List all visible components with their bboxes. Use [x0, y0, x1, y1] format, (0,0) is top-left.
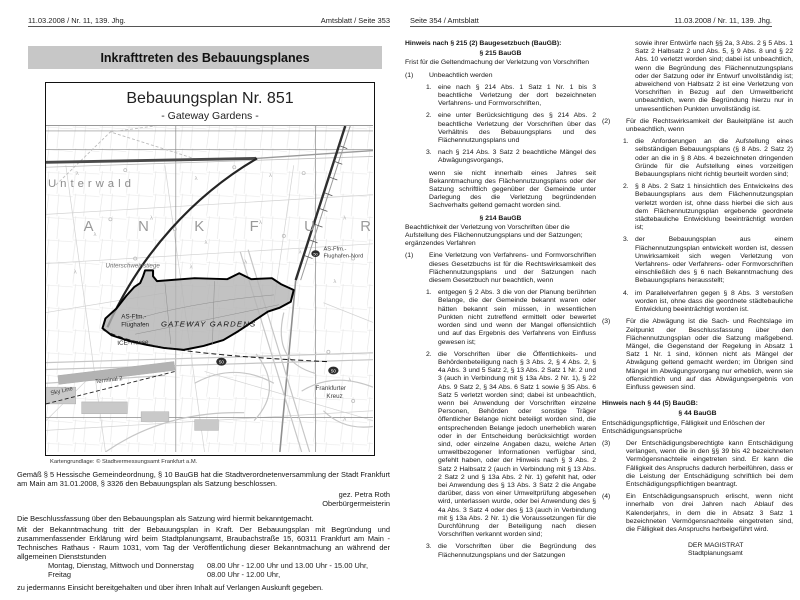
plan-subtitle: - Gateway Gardens -: [161, 110, 259, 122]
signature-name: gez. Petra Roth: [338, 490, 390, 499]
block-text: der Bebauungsplan aus einem Flächennutzungsplan entwickelt worden ist, dessen Unwirksamkeit sich wegen Verletzung von Verfahrens- oder Verfahrens- oder Formvorschriften einschließlich des § 6 nach Bekanntmachung des Bebauungsplans herausstellt;: [635, 236, 793, 285]
block-text: im Parallelverfahren gegen § 8 Abs. 3 verstoßen worden ist, ohne dass die geordnete städtebauliche Entwicklung beeinträchtigt worden ist.: [635, 289, 793, 314]
label-gateway-gardens: GATEWAY GARDENS: [160, 319, 257, 329]
office-hours-days: Montag, Dienstag, Mittwoch und Donnerstag: [48, 561, 194, 570]
paragraph-inspection: Mit der Bekanntmachung tritt der Bebauungsplan in Kraft. Der Bebauungsplan mit Begründung und zusammenfassender Erklärung wird beim Stadtplanungsamt, Braubachstraße 15, 60311 Frankfurt am Main - Technisches Rathaus - Raum 1031, vom Tag der Veröffentlichung dieser Bekanntmachung an während der allgemeinen Dienststunden: [17, 525, 390, 561]
list-marker: (4): [602, 493, 611, 501]
block-text: Frist für die Geltendmachung der Verletzung von Vorschriften: [405, 59, 589, 67]
svg-text:λ: λ: [333, 279, 337, 286]
paragraph-resolution: Gemäß § 5 Hessische Gemeindeordnung, § 10 BauGB hat die Stadtverordnetenversammlung der Stadt Frankfurt am Main am 31.01.2008, § 3326 den Bebauungsplan als Satzung beschlossen.: [17, 470, 390, 488]
list-marker: (3): [602, 318, 611, 326]
svg-text:λ: λ: [194, 176, 198, 182]
list-marker: 3.: [623, 236, 629, 244]
label-unterwald: Unterwald: [47, 177, 135, 190]
list-marker: 2.: [426, 112, 432, 120]
block-text: eine unter Berücksichtigung des § 214 Abs. 2 beachtliche Verletzung der Vorschriften über das Verhältnis des Bebauungsplans und des Flächennutzungsplans und: [438, 112, 596, 145]
label-ice-trasse: ICE-Trasse: [117, 338, 149, 347]
plan-title: Bebauungsplan Nr. 851: [126, 90, 294, 107]
list-marker: 2.: [623, 183, 629, 191]
text-block: [602, 420, 793, 436]
text-block: [602, 138, 793, 179]
office-hours-table: [17, 561, 390, 579]
svg-text:λ: λ: [343, 215, 347, 222]
text-block: [602, 542, 793, 550]
text-block: [602, 118, 793, 134]
text-block: [405, 84, 596, 109]
article-title-text: Inkrafttreten des Bebauungsplanes: [100, 50, 310, 65]
text-block: [405, 50, 596, 58]
text-block: [602, 318, 793, 392]
block-text: § 8 Abs. 2 Satz 1 hinsichtlich des Entwickelns des Bebauungsplans aus dem Flächennutzungsplan verletzt worden ist, ohne dass hierbei die sich aus dem Flächennutzungsplan ergebende geordnete städtebauliche Entwicklung beeinträchtigt worden ist;: [635, 183, 793, 232]
label-city-letters: A N K F U R: [83, 219, 372, 236]
list-marker: 1.: [623, 138, 629, 146]
text-block: [602, 493, 793, 534]
label-frankfurter-kreuz-1: Frankfurter: [315, 385, 347, 393]
svg-text:50: 50: [313, 251, 318, 257]
text-block: [602, 440, 793, 489]
block-text: eine nach § 214 Abs. 1 Satz 1 Nr. 1 bis 3 beachtliche Verletzung der dort bezeichneten Verfahrens- und Formvorschriften,: [438, 83, 596, 108]
text-block: [602, 400, 793, 408]
svg-text:λ: λ: [343, 416, 347, 423]
label-sky-line: Sky Line: [50, 386, 74, 397]
label-as-ffm-2: Flughafen: [121, 321, 150, 329]
svg-text:λ: λ: [244, 259, 248, 266]
svg-text:λ: λ: [150, 215, 154, 222]
svg-text:λ: λ: [75, 171, 79, 178]
block-text: § 215 BauGB: [479, 50, 522, 58]
block-text: Ein Entschädigungsanspruch erlischt, wenn nicht innerhalb von drei Jahren nach Ablauf des Kalenderjahrs, in dem die in Absatz 3 Satz 1 bezeichneten Vermögensnachteile eingetreten sind, die Fälligkeit des Anspruchs herbeigeführt wird.: [626, 493, 793, 533]
block-text: Eine Verletzung von Verfahrens- und Formvorschriften dieses Gesetzbuchs ist für die Rechtswirksamkeit des Flächennutzungsplans und der Satzungen nach diesem Gesetzbuch nur beachtlich, wenn: [429, 252, 596, 285]
label-as-ffm-1: AS-Ffm.-: [121, 313, 147, 321]
block-text: die Vorschriften über die Begründung des Flächennutzungsplans und der Satzungen: [438, 543, 596, 559]
block-text: Stadtplanungsamt: [688, 550, 743, 558]
svg-text:50: 50: [330, 368, 336, 374]
svg-text:λ: λ: [73, 269, 77, 276]
road-badge: [311, 250, 319, 257]
svg-text:λ: λ: [298, 249, 302, 256]
block-text: Für die Abwägung ist die Sach- und Rechtslage im Zeitpunkt der Beschlussfassung über den Flächennutzungsplan oder die Satzung maßgebend. Mängel, die Gegenstand der Regelung in Absatz 1 Satz 1 Nr. 1 sind, können nicht als Mängel der Abwägung geltend gemacht werden; im Übrigen sind Mängel im Abwägungsvorgang nur erheblich, wenn sie offensichtlich und auf das Abwägungsergebnis von Einfluss gewesen sind.: [626, 318, 793, 391]
office-hours-times: 08.00 Uhr - 12.00 Uhr und 13.00 Uhr - 15.00 Uhr,: [207, 561, 369, 570]
label-unterschweinstiege: Unterschweinstiege: [105, 262, 160, 270]
right-page-header: [410, 13, 772, 27]
paragraph-closing: zu jedermanns Einsicht bereitgehalten und über ihren Inhalt auf Verlangen Auskunft gegeben.: [17, 583, 324, 592]
list-marker: 3.: [426, 543, 432, 551]
block-text: die Anforderungen an die Aufstellung eines selbständigen Bebauungsplans (§ 8 Abs. 2 Satz 2) oder an die in § 8 Abs. 4 bezeichneten dringenden Gründe für die Aufstellung eines vorzeitigen Bebauungsplans nicht richtig beurteilt worden sind;: [635, 138, 793, 179]
list-marker: 4.: [623, 289, 629, 297]
text-block: [405, 543, 596, 559]
svg-text:λ: λ: [259, 220, 263, 227]
svg-text:λ: λ: [204, 239, 208, 246]
text-block: [405, 59, 596, 67]
block-text: die Vorschriften über die Öffentlichkeits- und Behördenbeteiligung nach § 3 Abs. 2, § 4 Abs. 2, § 4a Abs. 3 und 5 Satz 2, § 13 Abs. 2 Satz 1 Nr. 2 und 3 (auch in Verbindung mit § 13a Abs. 2 Nr. 1), § 22 Abs. 9 Satz 2, § 34 Abs. 6 Satz 1 sowie § 35 Abs. 6 Satz 5 verletzt worden sind; dabei ist unbeachtlich, wenn bei Anwendung der Vorschriften einzelne Personen, Behörden oder sonstige Träger öffentlicher Belange nicht beteiligt worden sind, die entsprechenden Belange jedoch unerheblich waren oder in der Entscheidung berücksichtigt worden sind, oder einzelne Angaben dazu, welche Arten umweltbezogener Informationen verfügbar sind, gefehlt haben, oder der Hinweis nach § 3 Abs. 2 Satz 2 Halbsatz 2 (auch in Verbindung mit § 13 Abs. 2 Satz 2 und § 13a Abs. 2 Nr. 1) gefehlt hat, oder bei Anwendung des § 13 Abs. 3 Satz 2 die Angabe darüber, dass von einer Umweltprüfung abgesehen wird, unterlassen wurde, oder bei Anwendung des § 4a Abs. 3 Satz 4 oder des § 13 (auch in Verbindung mit § 13a Abs. 2 Nr. 1) die Voraussetzungen für die Durchführung der Beteiligung nach diesen Vorschriften verkannt worden sind;: [438, 350, 596, 539]
block-text: DER MAGISTRAT: [688, 542, 744, 550]
legal-text-column-1: [405, 40, 596, 564]
map-source-caption: Kartengrundlage: © Stadtvermessungsamt Frankfurt a.M.: [50, 459, 198, 465]
text-block: [602, 410, 793, 418]
signature-block: [200, 490, 390, 508]
block-text: Für die Rechtswirksamkeit der Bauleitpläne ist auch unbeachtlich, wenn: [626, 117, 793, 134]
list-marker: (1): [405, 252, 414, 260]
label-as-nord-1: AS-Ffm.-: [323, 246, 347, 253]
text-block: [602, 290, 793, 315]
block-text: Hinweis nach § 215 (2) Baugesetzbuch (BauGB):: [405, 40, 562, 47]
block-text: Hinweis nach § 44 (5) BauGB:: [602, 400, 698, 408]
svg-text:50: 50: [218, 359, 224, 365]
paragraph-announcement: Die Beschlussfassung über den Bebauungsplan als Satzung wird hiermit bekanntgemacht.: [17, 514, 314, 523]
header-date: 11.03.2008 / Nr. 11, 139. Jhg.: [674, 16, 772, 25]
text-block: [405, 40, 596, 48]
svg-text:λ: λ: [348, 377, 352, 384]
text-block: [405, 224, 596, 249]
block-text: sowie ihrer Entwürfe nach §§ 2a, 3 Abs. 2 § 5 Abs. 1 Satz 2 Halbsatz 2 und Abs. 5, § 9 Abs. 8 und § 22 Abs. 10 verletzt worden sind; dabei ist unbeachtlich, wenn die Begründung des Flächennutzungsplans oder der Satzung oder ihr Entwurf unvollständig ist; abweichend von Halbsatz 2 ist eine Verletzung von Vorschriften in Bezug auf den Umweltbericht unbeachtlich, wenn die Begründung hierzu nur in unwesentlichen Punkten unvollständig ist.: [635, 40, 793, 113]
text-block: [405, 215, 596, 223]
header-date: 11.03.2008 / Nr. 11, 139. Jhg.: [28, 16, 126, 25]
label-terminal-2: Terminal 2: [95, 376, 123, 386]
block-text: wenn sie nicht innerhalb eines Jahres seit Bekanntmachung des Flächennutzungsplans oder der Satzung schriftlich gegenüber der Gemeinde unter Darlegung des die Verletzung begründenden Sachverhalts geltend gemacht worden sind.: [429, 169, 596, 210]
article-title: [28, 46, 382, 69]
city-map: [46, 125, 373, 452]
list-marker: (2): [602, 117, 611, 125]
list-marker: 1.: [426, 289, 432, 297]
list-marker: (1): [405, 71, 414, 79]
office-hours-row: [17, 570, 390, 579]
road-badge: [216, 358, 226, 366]
block-text: Entschädigungspflichtige, Fälligkeit und Erlöschen der Entschädigungsansprüche: [602, 419, 765, 435]
label-frankfurter-kreuz-2: Kreuz: [326, 393, 343, 400]
list-marker: (3): [602, 439, 611, 447]
list-marker: 1.: [426, 83, 432, 91]
text-block: [602, 40, 793, 114]
signature-title: Oberbürgermeisterin: [322, 499, 390, 508]
office-hours-row: [17, 561, 390, 570]
left-page-header: [28, 13, 390, 27]
header-page: Amtsblatt / Seite 353: [320, 16, 390, 25]
text-block: [405, 252, 596, 285]
block-text: Beachtlichkeit der Verletzung von Vorschriften über die Aufstellung des Flächennutzungsplans und der Satzungen; ergänzendes Verfahren: [405, 223, 583, 248]
block-text: Unbeachtlich werden: [429, 71, 493, 79]
block-text: § 44 BauGB: [678, 410, 717, 418]
legal-text-column-2: [602, 40, 793, 559]
text-block: [405, 289, 596, 346]
block-text: Der Entschädigungsberechtigte kann Entschädigung verlangen, wenn die in den §§ 39 bis 42 bezeichneten Vermögensnachteile eingetreten sind. Er kann die Fälligkeit des Anspruchs dadurch herbeiführen, dass er die Leistung der Entschädigung schriftlich bei dem Entschädigungspflichtigen beantragt.: [626, 439, 793, 488]
list-marker: 2.: [426, 350, 432, 358]
svg-text:λ: λ: [189, 264, 193, 271]
block-text: § 214 BauGB: [479, 214, 522, 222]
text-block: [602, 236, 793, 285]
svg-text:λ: λ: [93, 231, 97, 238]
text-block: [405, 72, 596, 80]
office-hours-times: 08.00 Uhr - 12.00 Uhr,: [207, 570, 281, 579]
text-block: [405, 170, 596, 211]
road-badge: [328, 367, 338, 375]
text-block: [405, 149, 596, 165]
text-block: [602, 183, 793, 232]
label-as-nord-2: Flughafen-Nord: [323, 253, 364, 260]
header-page: Seite 354 / Amtsblatt: [410, 16, 479, 25]
block-text: nach § 214 Abs. 3 Satz 2 beachtliche Mängel des Abwägungsvorgangs,: [438, 149, 596, 165]
text-block: [405, 112, 596, 145]
text-block: [602, 550, 793, 558]
list-marker: 3.: [426, 149, 432, 157]
block-text: entgegen § 2 Abs. 3 die von der Planung berührten Belange, die der Gemeinde bekannt waren oder hätten bekannt sein müssen, in wesentlichen Punkten nicht zutreffend ermittelt oder bewertet worden sind und wenn der Mangel offensichtlich und auf das Ergebnis des Verfahrens von Einfluss gewesen ist;: [438, 289, 596, 346]
svg-text:λ: λ: [268, 173, 272, 180]
plan-map-figure: [45, 82, 375, 456]
text-block: [405, 351, 596, 540]
office-hours-days: Freitag: [48, 570, 72, 579]
